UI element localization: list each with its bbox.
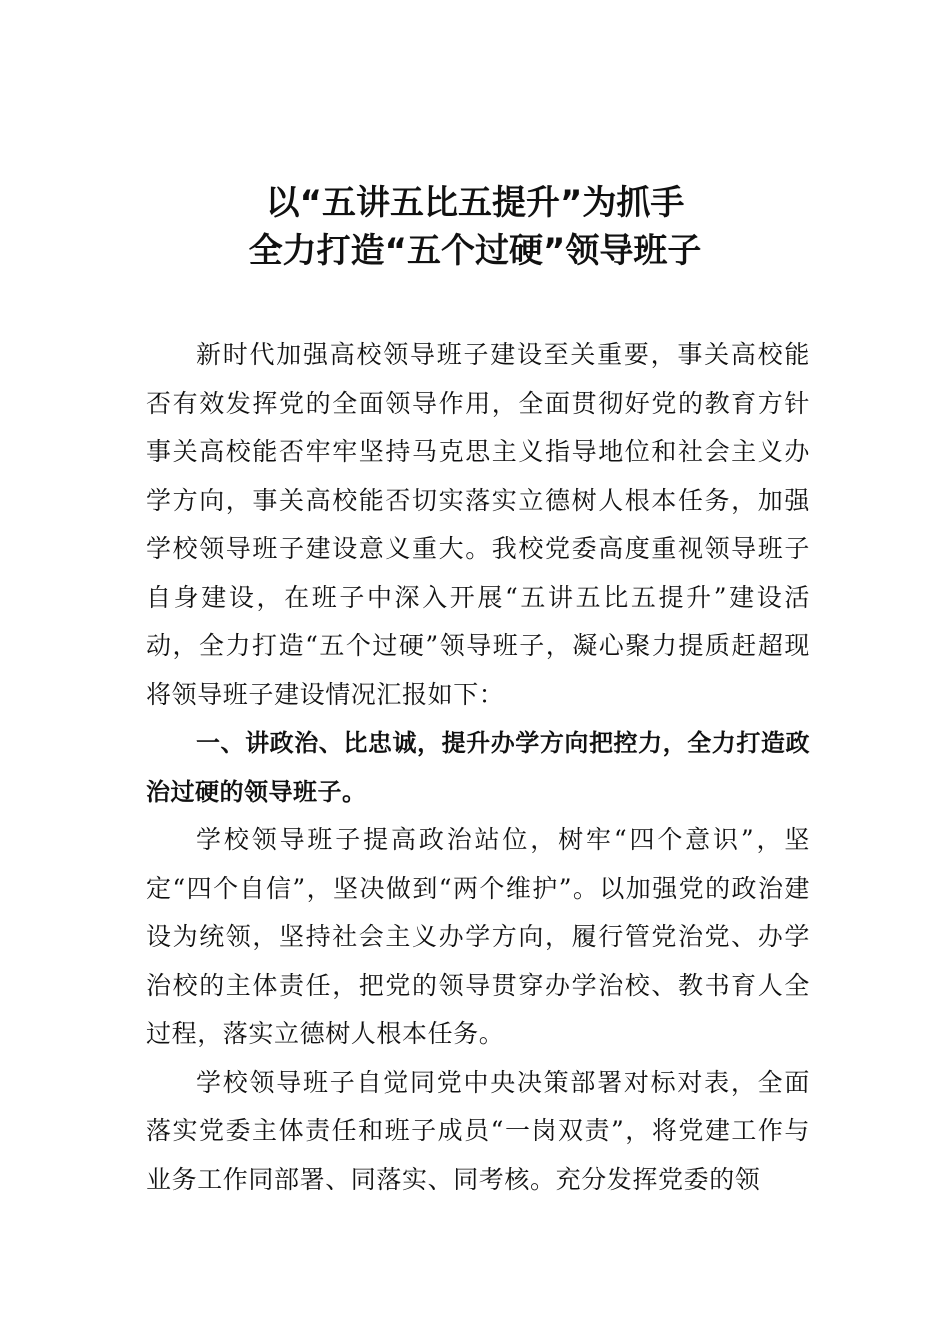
document-title-line-2: 全力打造“五个过硬”领导班子 xyxy=(248,231,702,271)
body-paragraph-2: 学校领导班子提高政治站位，树牢“四个意识”，坚定“四个自信”，坚决做到“两个维护”。以加强党的政治建设为统领，坚持社会主义办学方向，履行管党治党、办学治校的主体责任，把党的领导贯穿办学治校、教书育人全过程，落实立德树人根本任务。 xyxy=(146,825,810,1048)
document-body xyxy=(146,331,810,1204)
body-paragraph-3: 学校领导班子自觉同党中央决策部署对标对表，全面落实党委主体责任和班子成员“一岗双责”，将党建工作与业务工作同部署、同落实、同考核。充分发挥党委的领 xyxy=(146,1067,810,1194)
section-heading-1: 一、讲政治、比忠诚，提升办学方向把控力，全力打造政治过硬的领导班子。 xyxy=(146,729,810,806)
document-title-line-1: 以“五讲五比五提升”为抓手 xyxy=(265,183,685,223)
intro-paragraph: 新时代加强高校领导班子建设至关重要，事关高校能否有效发挥党的全面领导作用，全面贯彻好党的教育方针事关高校能否牢牢坚持马克思主义指导地位和社会主义办学方向，事关高校能否切实落实立德树人根本任务，加强学校领导班子建设意义重大。我校党委高度重视领导班子自身建设，在班子中深入开展“五讲五比五提升”建设活动，全力打造“五个过硬”领导班子，凝心聚力提质赶超现将领导班子建设情况汇报如下： xyxy=(146,340,810,709)
